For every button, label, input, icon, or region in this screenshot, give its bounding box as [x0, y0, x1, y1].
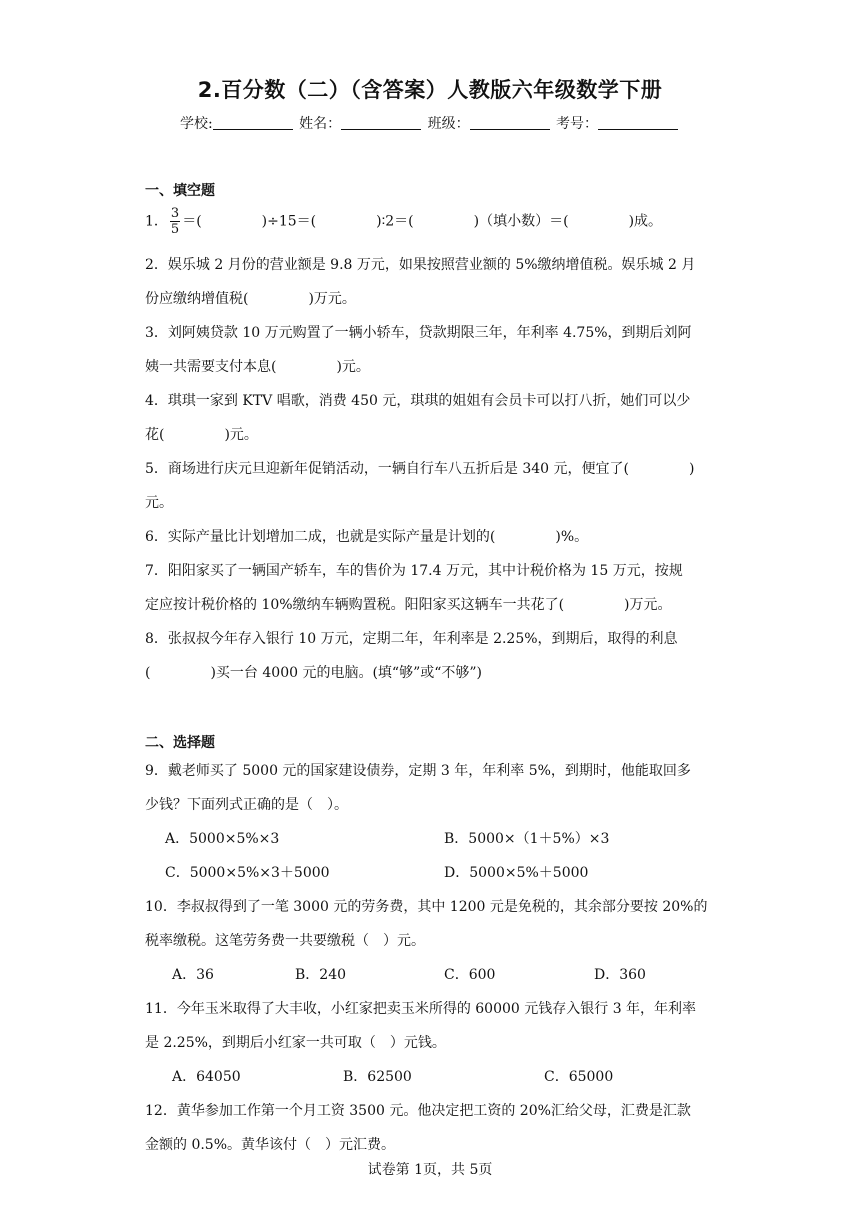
- question-text: 份应缴纳增值税(: [145, 291, 249, 307]
- question-text: )∶2＝(: [376, 213, 414, 230]
- page-title: 2.百分数（二）（含答案）人教版六年级数学下册: [197, 78, 663, 102]
- question-5-line-1: [145, 458, 694, 478]
- question-text: )万元。: [308, 291, 356, 307]
- fraction-denominator: 5: [170, 222, 180, 237]
- exam-number-label: 考号：: [556, 116, 599, 132]
- question-text: )买一台 4000 元的电脑。(填“够”或“不够”): [210, 665, 483, 681]
- question-9-line-1: 9．戴老师买了 5000 元的国家建设债券，定期 3 年，年利率 5%，到期时，他能取回多: [145, 763, 691, 779]
- question-10-line-1: 10．李叔叔得到了一笔 3000 元的劳务费，其中 1200 元是免税的，其余部分要按 20%的: [145, 899, 708, 915]
- question-7-line-2: [145, 594, 672, 614]
- question-12-line-2: 金额的 0.5%。黄华该付（ ）元汇费。: [145, 1137, 396, 1153]
- question-text: ＝(: [182, 213, 202, 230]
- section-heading-multiple-choice: 二、选择题: [145, 735, 215, 751]
- question-10-option-b: B．240: [295, 967, 347, 983]
- student-info-line: [0, 113, 860, 133]
- question-2-line-2: [145, 288, 356, 308]
- school-blank: [213, 115, 293, 130]
- section-heading-fill-blank: 一、填空题: [145, 183, 215, 199]
- fraction-numerator: 3: [170, 206, 180, 221]
- question-text: 姨一共需要支付本息(: [145, 359, 277, 375]
- question-10-option-a: A．36: [172, 967, 214, 983]
- question-3-line-1: 3．刘阿姨贷款 10 万元购置了一辆小轿车，贷款期限三年，年利率 4.75%，到期后刘阿: [145, 325, 692, 341]
- question-text: )%。: [555, 529, 589, 545]
- question-text: )（填小数）＝(: [473, 213, 569, 230]
- question-10-option-d: D．360: [594, 967, 646, 983]
- question-11-option-c: C．65000: [544, 1069, 614, 1085]
- question-1: [145, 206, 662, 237]
- fraction: [170, 206, 180, 237]
- question-text: (: [145, 665, 151, 681]
- question-text: )÷15＝(: [261, 213, 317, 230]
- question-12-line-1: 12．黄华参加工作第一个月工资 3500 元。他决定把工资的 20%汇给父母，汇费是汇款: [145, 1103, 691, 1119]
- name-blank: [341, 115, 421, 130]
- question-11-option-a: A．64050: [172, 1069, 241, 1085]
- question-number: 1．: [145, 213, 168, 230]
- question-3-line-2: [145, 356, 370, 376]
- question-9-line-2: 少钱？下面列式正确的是（ ）。: [145, 797, 348, 813]
- exam-number-blank: [598, 115, 678, 130]
- question-11-line-1: 11．今年玉米取得了大丰收，小红家把卖玉米所得的 60000 元钱存入银行 3 年，年利率: [145, 1001, 697, 1017]
- question-9-option-d: D．5000×5%＋5000: [444, 865, 589, 881]
- question-text: 花(: [145, 427, 165, 443]
- question-text: )万元。: [624, 597, 672, 613]
- question-10-line-2: 税率缴税。这笔劳务费一共要缴税（ ）元。: [145, 933, 425, 949]
- question-8-line-2: [145, 662, 482, 682]
- question-2-line-1: 2．娱乐城 2 月份的营业额是 9.8 万元，如果按照营业额的 5%缴纳增值税。娱乐城 2 月: [145, 257, 696, 273]
- school-label: 学校:: [179, 116, 213, 132]
- page-footer: 试卷第 1页，共 5页: [367, 1162, 493, 1178]
- question-9-option-c: C．5000×5%×3＋5000: [165, 865, 330, 881]
- question-10-option-c: C．600: [444, 967, 496, 983]
- question-text: )成。: [628, 213, 663, 230]
- question-text: 5．商场进行庆元旦迎新年促销活动，一辆自行车八五折后是 340 元，便宜了(: [145, 461, 629, 477]
- question-6: [145, 526, 588, 546]
- question-text: )元。: [336, 359, 370, 375]
- question-text: ): [689, 461, 695, 477]
- question-8-line-1: 8．张叔叔今年存入银行 10 万元，定期二年，年利率是 2.25%，到期后，取得的利息: [145, 631, 678, 647]
- question-11-line-2: 是 2.25%，到期后小红家一共可取（ ）元钱。: [145, 1035, 446, 1051]
- question-5-line-2: 元。: [145, 495, 173, 511]
- question-4-line-1: 4．琪琪一家到 KTV 唱歌，消费 450 元，琪琪的姐姐有会员卡可以打八折，她们可以少: [145, 393, 691, 409]
- class-blank: [470, 115, 550, 130]
- class-label: 班级：: [427, 116, 470, 132]
- name-label: 姓名：: [299, 116, 342, 132]
- question-text: 定应按计税价格的 10%缴纳车辆购置税。阳阳家买这辆车一共花了(: [145, 597, 565, 613]
- question-9-option-b: B．5000×（1＋5%）×3: [444, 831, 610, 847]
- question-9-option-a: A．5000×5%×3: [165, 831, 280, 847]
- question-7-line-1: 7．阳阳家买了一辆国产轿车，车的售价为 17.4 万元，其中计税价格为 15 万元，按规: [145, 563, 683, 579]
- question-4-line-2: [145, 424, 258, 444]
- question-text: 6．实际产量比计划增加二成，也就是实际产量是计划的(: [145, 529, 496, 545]
- question-text: )元。: [224, 427, 258, 443]
- question-11-option-b: B．62500: [343, 1069, 412, 1085]
